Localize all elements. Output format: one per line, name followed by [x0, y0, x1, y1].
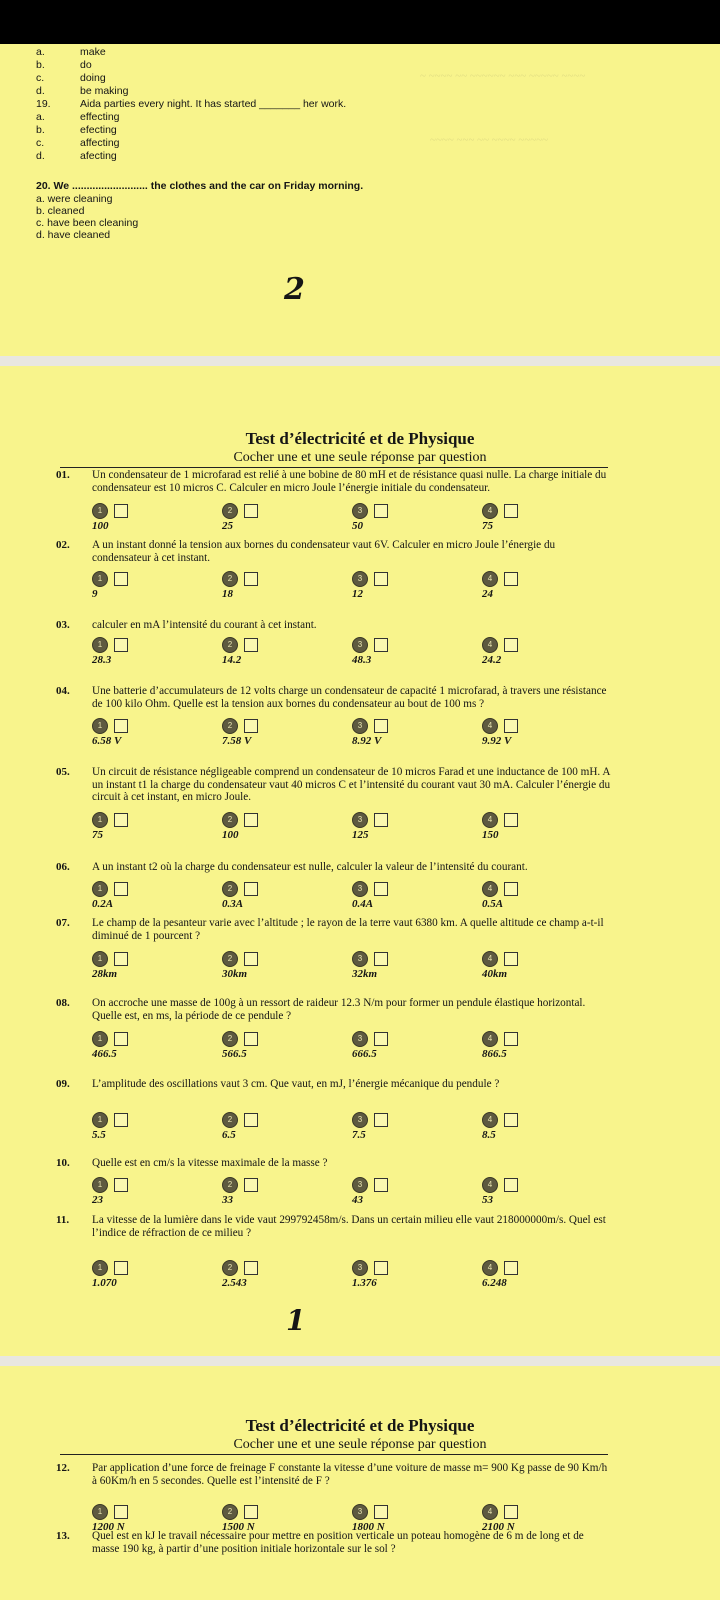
answer-checkbox[interactable] [504, 1113, 518, 1127]
answer-checkbox[interactable] [114, 1261, 128, 1275]
option-text: efecting [80, 124, 117, 136]
answer-checkbox[interactable] [374, 719, 388, 733]
answer-checkbox[interactable] [244, 1032, 258, 1046]
answer-value: 1200 N [92, 1521, 125, 1533]
answer-value: 7.58 V [222, 735, 252, 747]
answer-value: 150 [482, 829, 499, 841]
choice-number-circle-icon: 4 [482, 1112, 498, 1128]
answer-checkbox[interactable] [244, 504, 258, 518]
answer-checkbox[interactable] [244, 1505, 258, 1519]
answer-checkbox[interactable] [244, 719, 258, 733]
answer-checkbox[interactable] [244, 882, 258, 896]
answer-checkbox[interactable] [114, 719, 128, 733]
answer-checkbox[interactable] [244, 572, 258, 586]
title-rule [60, 1454, 608, 1455]
choice-number-circle-icon: 3 [352, 718, 368, 734]
answer-checkbox[interactable] [114, 1113, 128, 1127]
answer-checkbox[interactable] [114, 1178, 128, 1192]
answer-checkbox[interactable] [504, 813, 518, 827]
question-text: A un instant t2 où la charge du condensateur est nulle, calculer la valeur de l’intensité du courant. [92, 861, 528, 873]
answer-value: 75 [482, 520, 493, 532]
choice-number-circle-icon: 2 [222, 1031, 238, 1047]
question-text: Aida parties every night. It has started _______ her work. [80, 98, 347, 110]
answer-checkbox[interactable] [504, 572, 518, 586]
choice-number-circle-icon: 2 [222, 1177, 238, 1193]
choice-number-circle-icon: 4 [482, 812, 498, 828]
answer-value: 48.3 [352, 654, 372, 666]
choice-number-circle-icon: 1 [92, 571, 108, 587]
answer-value: 30km [222, 968, 248, 980]
answer-checkbox[interactable] [504, 1178, 518, 1192]
page-physics-test-2 [0, 1366, 720, 1600]
option-letter: b. [36, 124, 45, 136]
page-subtitle: Cocher une et une seule réponse par question [233, 1437, 487, 1452]
question-text: Un circuit de résistance négligeable comprend un condensateur de 10 micros Farad et une inductance de 100 mH. A un instant t1 la charge du condensateur vaut 40 micros C et l’intensité du courant vaut 30 mA. Calculer l’énergie du circuit à cet instant, en micro Joule. [92, 766, 611, 803]
question-number: 10. [56, 1157, 70, 1169]
answer-checkbox[interactable] [114, 638, 128, 652]
answer-value: 1.070 [92, 1277, 117, 1289]
answer-checkbox[interactable] [244, 1113, 258, 1127]
choice-number-circle-icon: 1 [92, 718, 108, 734]
q20-prefix: 20. We [36, 180, 72, 192]
choice-number-circle-icon: 4 [482, 637, 498, 653]
question-number: 03. [56, 619, 70, 631]
question-number: 01. [56, 469, 70, 481]
answer-value: 125 [352, 829, 369, 841]
top-black-bar [0, 0, 720, 44]
answer-checkbox[interactable] [114, 1505, 128, 1519]
question-number: 19. [36, 98, 51, 110]
choice-number-circle-icon: 2 [222, 503, 238, 519]
answer-value: 0.5A [482, 898, 504, 910]
option-letter: c. [36, 137, 45, 149]
answer-value: 7.5 [352, 1129, 366, 1141]
choice-number-circle-icon: 1 [92, 1260, 108, 1276]
question-20 [36, 180, 363, 192]
option-letter: d. [36, 85, 45, 97]
choice-number-circle-icon: 2 [222, 1260, 238, 1276]
choice-number-circle-icon: 1 [92, 1177, 108, 1193]
answer-value: 33 [222, 1194, 233, 1206]
answer-value: 53 [482, 1194, 493, 1206]
answer-value: 6.58 V [92, 735, 122, 747]
answer-checkbox[interactable] [374, 1505, 388, 1519]
choice-number-circle-icon: 1 [92, 881, 108, 897]
answer-value: 2.543 [222, 1277, 247, 1289]
answer-value: 666.5 [352, 1048, 377, 1060]
question-number: 07. [56, 917, 70, 929]
answer-value: 6.5 [222, 1129, 236, 1141]
page-subtitle: Cocher une et une seule réponse par question [233, 450, 487, 465]
choice-number-circle-icon: 1 [92, 951, 108, 967]
answer-checkbox[interactable] [504, 719, 518, 733]
question-text: Par application d’une force de freinage F constante la vitesse d’une voiture de masse m= 900 Kg passe de 90 Km/h à 60Km/h en 5 secondes. Quelle est l’intensité de F ? [92, 1462, 608, 1487]
option-text: make [80, 46, 106, 58]
question-text: Quelle est en cm/s la vitesse maximale de la masse ? [92, 1157, 328, 1169]
page-number-handwritten: 2 [284, 272, 305, 307]
bleed-through-text: ~~~~ ~~~ ~~ ~~~~ ~~~~~ [430, 134, 549, 146]
answer-checkbox[interactable] [374, 638, 388, 652]
choice-number-circle-icon: 4 [482, 718, 498, 734]
answer-checkbox[interactable] [374, 572, 388, 586]
answer-value: 2100 N [482, 1521, 515, 1533]
answer-checkbox[interactable] [374, 1113, 388, 1127]
choice-number-circle-icon: 4 [482, 1031, 498, 1047]
option-row: a. were cleaning [36, 193, 113, 205]
answer-value: 566.5 [222, 1048, 247, 1060]
option-letter: b. [36, 59, 45, 71]
answer-value: 866.5 [482, 1048, 507, 1060]
choice-number-circle-icon: 2 [222, 637, 238, 653]
page-physics-test-1 [0, 366, 720, 1356]
bleed-through-text: ~ ~~~~ ~~ ~~~~~~ ~~~ ~~~~~ ~~~~ [420, 70, 586, 82]
question-number: 02. [56, 539, 70, 551]
answer-checkbox[interactable] [374, 1178, 388, 1192]
answer-checkbox[interactable] [504, 882, 518, 896]
answer-checkbox[interactable] [114, 813, 128, 827]
choice-number-circle-icon: 1 [92, 637, 108, 653]
answer-value: 24.2 [482, 654, 502, 666]
answer-value: 100 [92, 520, 109, 532]
answer-checkbox[interactable] [114, 572, 128, 586]
choice-number-circle-icon: 3 [352, 1031, 368, 1047]
choice-number-circle-icon: 4 [482, 1504, 498, 1520]
answer-value: 32km [352, 968, 378, 980]
question-text: On accroche une masse de 100g à un ressort de raideur 12.3 N/m pour former un pendule élastique horizontal. Quelle est, en ms, la période de ce pendule ? [92, 997, 586, 1022]
question-text: La vitesse de la lumière dans le vide vaut 299792458m/s. Dans un certain milieu elle vaut 218000000m/s. Quel est l’indice de réfraction de ce milieu ? [92, 1214, 606, 1239]
answer-checkbox[interactable] [374, 1032, 388, 1046]
page-title: Test d’électricité et de Physique [245, 1416, 475, 1435]
answer-checkbox[interactable] [374, 952, 388, 966]
choice-number-circle-icon: 3 [352, 637, 368, 653]
answer-value: 50 [352, 520, 363, 532]
choice-number-circle-icon: 4 [482, 503, 498, 519]
answer-value: 28.3 [92, 654, 112, 666]
choice-number-circle-icon: 4 [482, 1177, 498, 1193]
title-rule [60, 467, 608, 468]
question-number: 06. [56, 861, 70, 873]
answer-checkbox[interactable] [244, 638, 258, 652]
answer-value: 24 [482, 588, 493, 600]
q20-rest: the clothes and the car on Friday morning. [147, 180, 364, 192]
choice-number-circle-icon: 3 [352, 812, 368, 828]
option-text: doing [80, 72, 106, 84]
answer-checkbox[interactable] [374, 1261, 388, 1275]
option-letter: c. [36, 72, 45, 84]
choice-number-circle-icon: 2 [222, 571, 238, 587]
choice-number-circle-icon: 3 [352, 951, 368, 967]
choice-number-circle-icon: 3 [352, 1504, 368, 1520]
option-row: c. have been cleaning [36, 217, 139, 229]
choice-number-circle-icon: 1 [92, 812, 108, 828]
option-text: afecting [80, 150, 117, 162]
answer-checkbox[interactable] [504, 1505, 518, 1519]
question-number: 04. [56, 685, 70, 697]
answer-checkbox[interactable] [504, 504, 518, 518]
answer-value: 12 [352, 588, 363, 600]
answer-checkbox[interactable] [374, 813, 388, 827]
page-title: Test d’électricité et de Physique [245, 429, 475, 448]
choice-number-circle-icon: 2 [222, 718, 238, 734]
answer-value: 8.5 [482, 1129, 496, 1141]
choice-number-circle-icon: 2 [222, 812, 238, 828]
answer-value: 28km [92, 968, 118, 980]
answer-checkbox[interactable] [244, 1178, 258, 1192]
option-row: b. cleaned [36, 205, 85, 217]
answer-checkbox[interactable] [114, 1032, 128, 1046]
choice-number-circle-icon: 2 [222, 951, 238, 967]
answer-value: 75 [92, 829, 103, 841]
choice-number-circle-icon: 3 [352, 571, 368, 587]
question-number: 13. [56, 1530, 70, 1542]
question-text: A un instant donné la tension aux bornes du condensateur vaut 6V. Calculer en micro Joule l’énergie du condensateur à cet instant. [92, 539, 556, 564]
answer-value: 5.5 [92, 1129, 106, 1141]
answer-value: 40km [482, 968, 508, 980]
page-english-test [0, 44, 720, 356]
answer-value: 1.376 [352, 1277, 377, 1289]
choice-number-circle-icon: 4 [482, 951, 498, 967]
choice-number-circle-icon: 3 [352, 1260, 368, 1276]
question-text: Un condensateur de 1 microfarad est relié à une bobine de 80 mH et de résistance quasi nulle. La charge initiale du condensateur est 10 micros C. Calculer en micro Joule l’énergie initiale du condensateur. [92, 469, 607, 494]
option-letter: a. [36, 111, 45, 123]
answer-value: 0.4A [352, 898, 374, 910]
answer-checkbox[interactable] [114, 882, 128, 896]
answer-checkbox[interactable] [244, 1261, 258, 1275]
answer-value: 43 [352, 1194, 363, 1206]
answer-value: 0.2A [92, 898, 114, 910]
choice-number-circle-icon: 4 [482, 1260, 498, 1276]
choice-number-circle-icon: 3 [352, 881, 368, 897]
answer-value: 23 [92, 1194, 103, 1206]
choice-number-circle-icon: 3 [352, 1177, 368, 1193]
choice-number-circle-icon: 2 [222, 1504, 238, 1520]
question-text: Une batterie d’accumulateurs de 12 volts charge un condensateur de capacité 1 microfarad, à travers une résistance de 100 kilo Ohm. Quelle est la tension aux bornes du condensateur au bout de 100 ms ? [92, 685, 607, 710]
choice-number-circle-icon: 1 [92, 1112, 108, 1128]
question-text: Quel est en kJ le travail nécessaire pour mettre en position verticale un poteau homogène de 6 m de long et de masse 190 kg, à partir d’une position initiale horizontale sur le sol ? [92, 1530, 584, 1555]
choice-number-circle-icon: 2 [222, 881, 238, 897]
answer-checkbox[interactable] [504, 1261, 518, 1275]
answer-checkbox[interactable] [244, 952, 258, 966]
choice-number-circle-icon: 1 [92, 1031, 108, 1047]
option-letter: d. [36, 150, 45, 162]
page-separator [0, 1356, 720, 1366]
answer-checkbox[interactable] [504, 952, 518, 966]
question-number: 08. [56, 997, 70, 1009]
answer-checkbox[interactable] [114, 952, 128, 966]
choice-number-circle-icon: 3 [352, 1112, 368, 1128]
answer-checkbox[interactable] [504, 1032, 518, 1046]
answer-value: 14.2 [222, 654, 242, 666]
page-number-handwritten: 1 [286, 1304, 306, 1337]
answer-value: 1800 N [352, 1521, 385, 1533]
option-text: do [80, 59, 92, 71]
answer-checkbox[interactable] [374, 504, 388, 518]
answer-value: 9 [92, 588, 98, 600]
option-text: effecting [80, 111, 120, 123]
choice-number-circle-icon: 1 [92, 503, 108, 519]
answer-checkbox[interactable] [504, 638, 518, 652]
option-text: affecting [80, 137, 120, 149]
answer-checkbox[interactable] [244, 813, 258, 827]
question-number: 11. [56, 1214, 70, 1226]
answer-value: 9.92 V [482, 735, 512, 747]
answer-value: 6.248 [482, 1277, 507, 1289]
page-separator [0, 356, 720, 366]
choice-number-circle-icon: 2 [222, 1112, 238, 1128]
q20-blank: .......................... [72, 180, 148, 192]
option-letter: a. [36, 46, 45, 58]
option-row: d. have cleaned [36, 229, 111, 241]
answer-value: 1500 N [222, 1521, 255, 1533]
question-number: 09. [56, 1078, 70, 1090]
choice-number-circle-icon: 3 [352, 503, 368, 519]
choice-number-circle-icon: 1 [92, 1504, 108, 1520]
question-text: calculer en mA l’intensité du courant à cet instant. [92, 619, 317, 631]
answer-value: 100 [222, 829, 239, 841]
answer-value: 8.92 V [352, 735, 382, 747]
answer-checkbox[interactable] [114, 504, 128, 518]
choice-number-circle-icon: 4 [482, 881, 498, 897]
option-text: be making [80, 85, 129, 97]
answer-value: 25 [222, 520, 233, 532]
question-text: L’amplitude des oscillations vaut 3 cm. Que vaut, en mJ, l’énergie mécanique du pendule ? [92, 1078, 500, 1090]
answer-value: 0.3A [222, 898, 244, 910]
choice-number-circle-icon: 4 [482, 571, 498, 587]
answer-value: 18 [222, 588, 233, 600]
question-number: 05. [56, 766, 70, 778]
answer-checkbox[interactable] [374, 882, 388, 896]
answer-value: 466.5 [92, 1048, 117, 1060]
question-number: 12. [56, 1462, 70, 1474]
question-text: Le champ de la pesanteur varie avec l’altitude ; le rayon de la terre vaut 6380 km. A quelle altitude ce champ a-t-il diminué de 1 pourcent ? [92, 917, 604, 942]
